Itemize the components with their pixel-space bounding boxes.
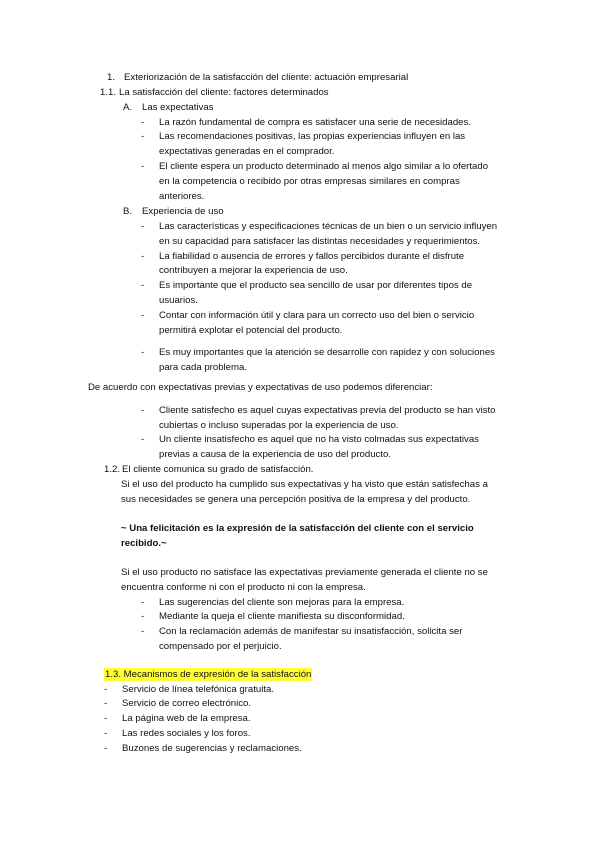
- paragraph-line: sus necesidades se genera una percepción positiva de la empresa y del producto.: [121, 494, 471, 505]
- list-item-line: La razón fundamental de compra es satisfacer una serie de necesidades.: [159, 117, 471, 128]
- mechanism-item: Servicio de correo electrónico.: [122, 698, 252, 709]
- mechanism-item: Las redes sociales y los foros.: [122, 728, 251, 739]
- bullet-dash: -: [104, 684, 108, 695]
- list-item-line: Cliente satisfecho es aquel cuyas expectativas previa del producto se han visto: [159, 405, 496, 416]
- bullet-dash: -: [141, 626, 145, 637]
- bullet-dash: -: [141, 611, 145, 622]
- list-item-line: anteriores.: [159, 191, 205, 202]
- list-item-line: permitirá explotar el potencial del producto.: [159, 325, 343, 336]
- bullet-dash: -: [104, 743, 108, 754]
- section-1-2-number: 1.2.: [104, 464, 121, 475]
- bullet-dash: -: [141, 161, 145, 172]
- bullet-dash: -: [141, 280, 145, 291]
- bullet-dash: -: [104, 713, 108, 724]
- list-item-line: El cliente espera un producto determinado al menos algo similar a lo ofertado: [159, 161, 489, 172]
- sub-b-letter: B.: [123, 206, 133, 217]
- section-1-number: 1.: [107, 72, 116, 83]
- mechanism-item: Servicio de línea telefónica gratuita.: [122, 684, 274, 695]
- list-item-line: Con la reclamación además de manifestar su insatisfacción, solicita ser: [159, 626, 463, 637]
- bullet-dash: -: [104, 728, 108, 739]
- diferenciar-intro: De acuerdo con expectativas previas y expectativas de uso podemos diferenciar:: [88, 382, 433, 393]
- bullet-dash: -: [104, 698, 108, 709]
- list-item-line: Las características y especificaciones técnicas de un bien o un servicio influyen: [159, 221, 498, 232]
- section-1-1-title: La satisfacción del cliente: factores determinados: [119, 87, 329, 98]
- list-item-line: Es muy importantes que la atención se desarrolle con rapidez y con soluciones: [159, 347, 495, 358]
- list-item-line: para cada problema.: [159, 362, 247, 373]
- section-1-2-title: El cliente comunica su grado de satisfacción.: [122, 464, 314, 475]
- quote-line: recibido.~: [121, 538, 167, 549]
- section-1-3-heading: 1.3. Mecanismos de expresión de la satisfacción: [105, 669, 312, 680]
- sub-a-title: Las expectativas: [142, 102, 214, 113]
- mechanism-item: Buzones de sugerencias y reclamaciones.: [122, 743, 302, 754]
- paragraph-line: Si el uso del producto ha cumplido sus expectativas y ha visto que están satisfechas a: [121, 479, 488, 490]
- list-item-line: Contar con información útil y clara para un correcto uso del bien o servicio: [159, 310, 475, 321]
- section-1-1-number: 1.1.: [100, 87, 117, 98]
- bullet-dash: -: [141, 597, 145, 608]
- list-item-line: en la competencia o recibido por otras empresas similares en compras: [159, 176, 460, 187]
- sub-a-letter: A.: [123, 102, 133, 113]
- bullet-dash: -: [141, 251, 145, 262]
- list-item-line: Es importante que el producto sea sencillo de usar por diferentes tipos de: [159, 280, 473, 291]
- bullet-dash: -: [141, 117, 145, 128]
- bullet-dash: -: [141, 347, 145, 358]
- list-item-line: Mediante la queja el cliente manifiesta su disconformidad.: [159, 611, 405, 622]
- list-item-line: expectativas generadas en el comprador.: [159, 146, 335, 157]
- list-item-line: Las recomendaciones positivas, las propias experiencias influyen en las: [159, 131, 466, 142]
- bullet-dash: -: [141, 405, 145, 416]
- list-item-line: usuarios.: [159, 295, 198, 306]
- bullet-dash: -: [141, 131, 145, 142]
- list-item-line: contribuyen a mejorar la experiencia de uso.: [159, 265, 348, 276]
- bullet-dash: -: [141, 221, 145, 232]
- mechanism-item: La página web de la empresa.: [122, 713, 251, 724]
- list-item-line: en su capacidad para satisfacer las distintas necesidades y requerimientos.: [159, 236, 481, 247]
- list-item-line: compensado por el perjuicio.: [159, 641, 282, 652]
- list-item-line: cubiertas o incluso superadas por la experiencia de uso.: [159, 420, 399, 431]
- section-1-title: Exteriorización de la satisfacción del cliente: actuación empresarial: [124, 72, 409, 83]
- quote-line: ~ Una felicitación es la expresión de la satisfacción del cliente con el servicio: [121, 523, 474, 534]
- bullet-dash: -: [141, 434, 145, 445]
- sub-b-title: Experiencia de uso: [142, 206, 224, 217]
- paragraph-line: encuentra conforme ni con el producto ni con la empresa.: [121, 582, 366, 593]
- list-item-line: Las sugerencias del cliente son mejoras para la empresa.: [159, 597, 405, 608]
- list-item-line: Un cliente insatisfecho es aquel que no ha visto colmadas sus expectativas: [159, 434, 479, 445]
- bullet-dash: -: [141, 310, 145, 321]
- list-item-line: previas a causa de la experiencia de uso del producto.: [159, 449, 391, 460]
- list-item-line: La fiabilidad o ausencia de errores y fallos percibidos durante el disfrute: [159, 251, 465, 262]
- paragraph-line: Si el uso producto no satisface las expectativas previamente generada el cliente no se: [121, 567, 488, 578]
